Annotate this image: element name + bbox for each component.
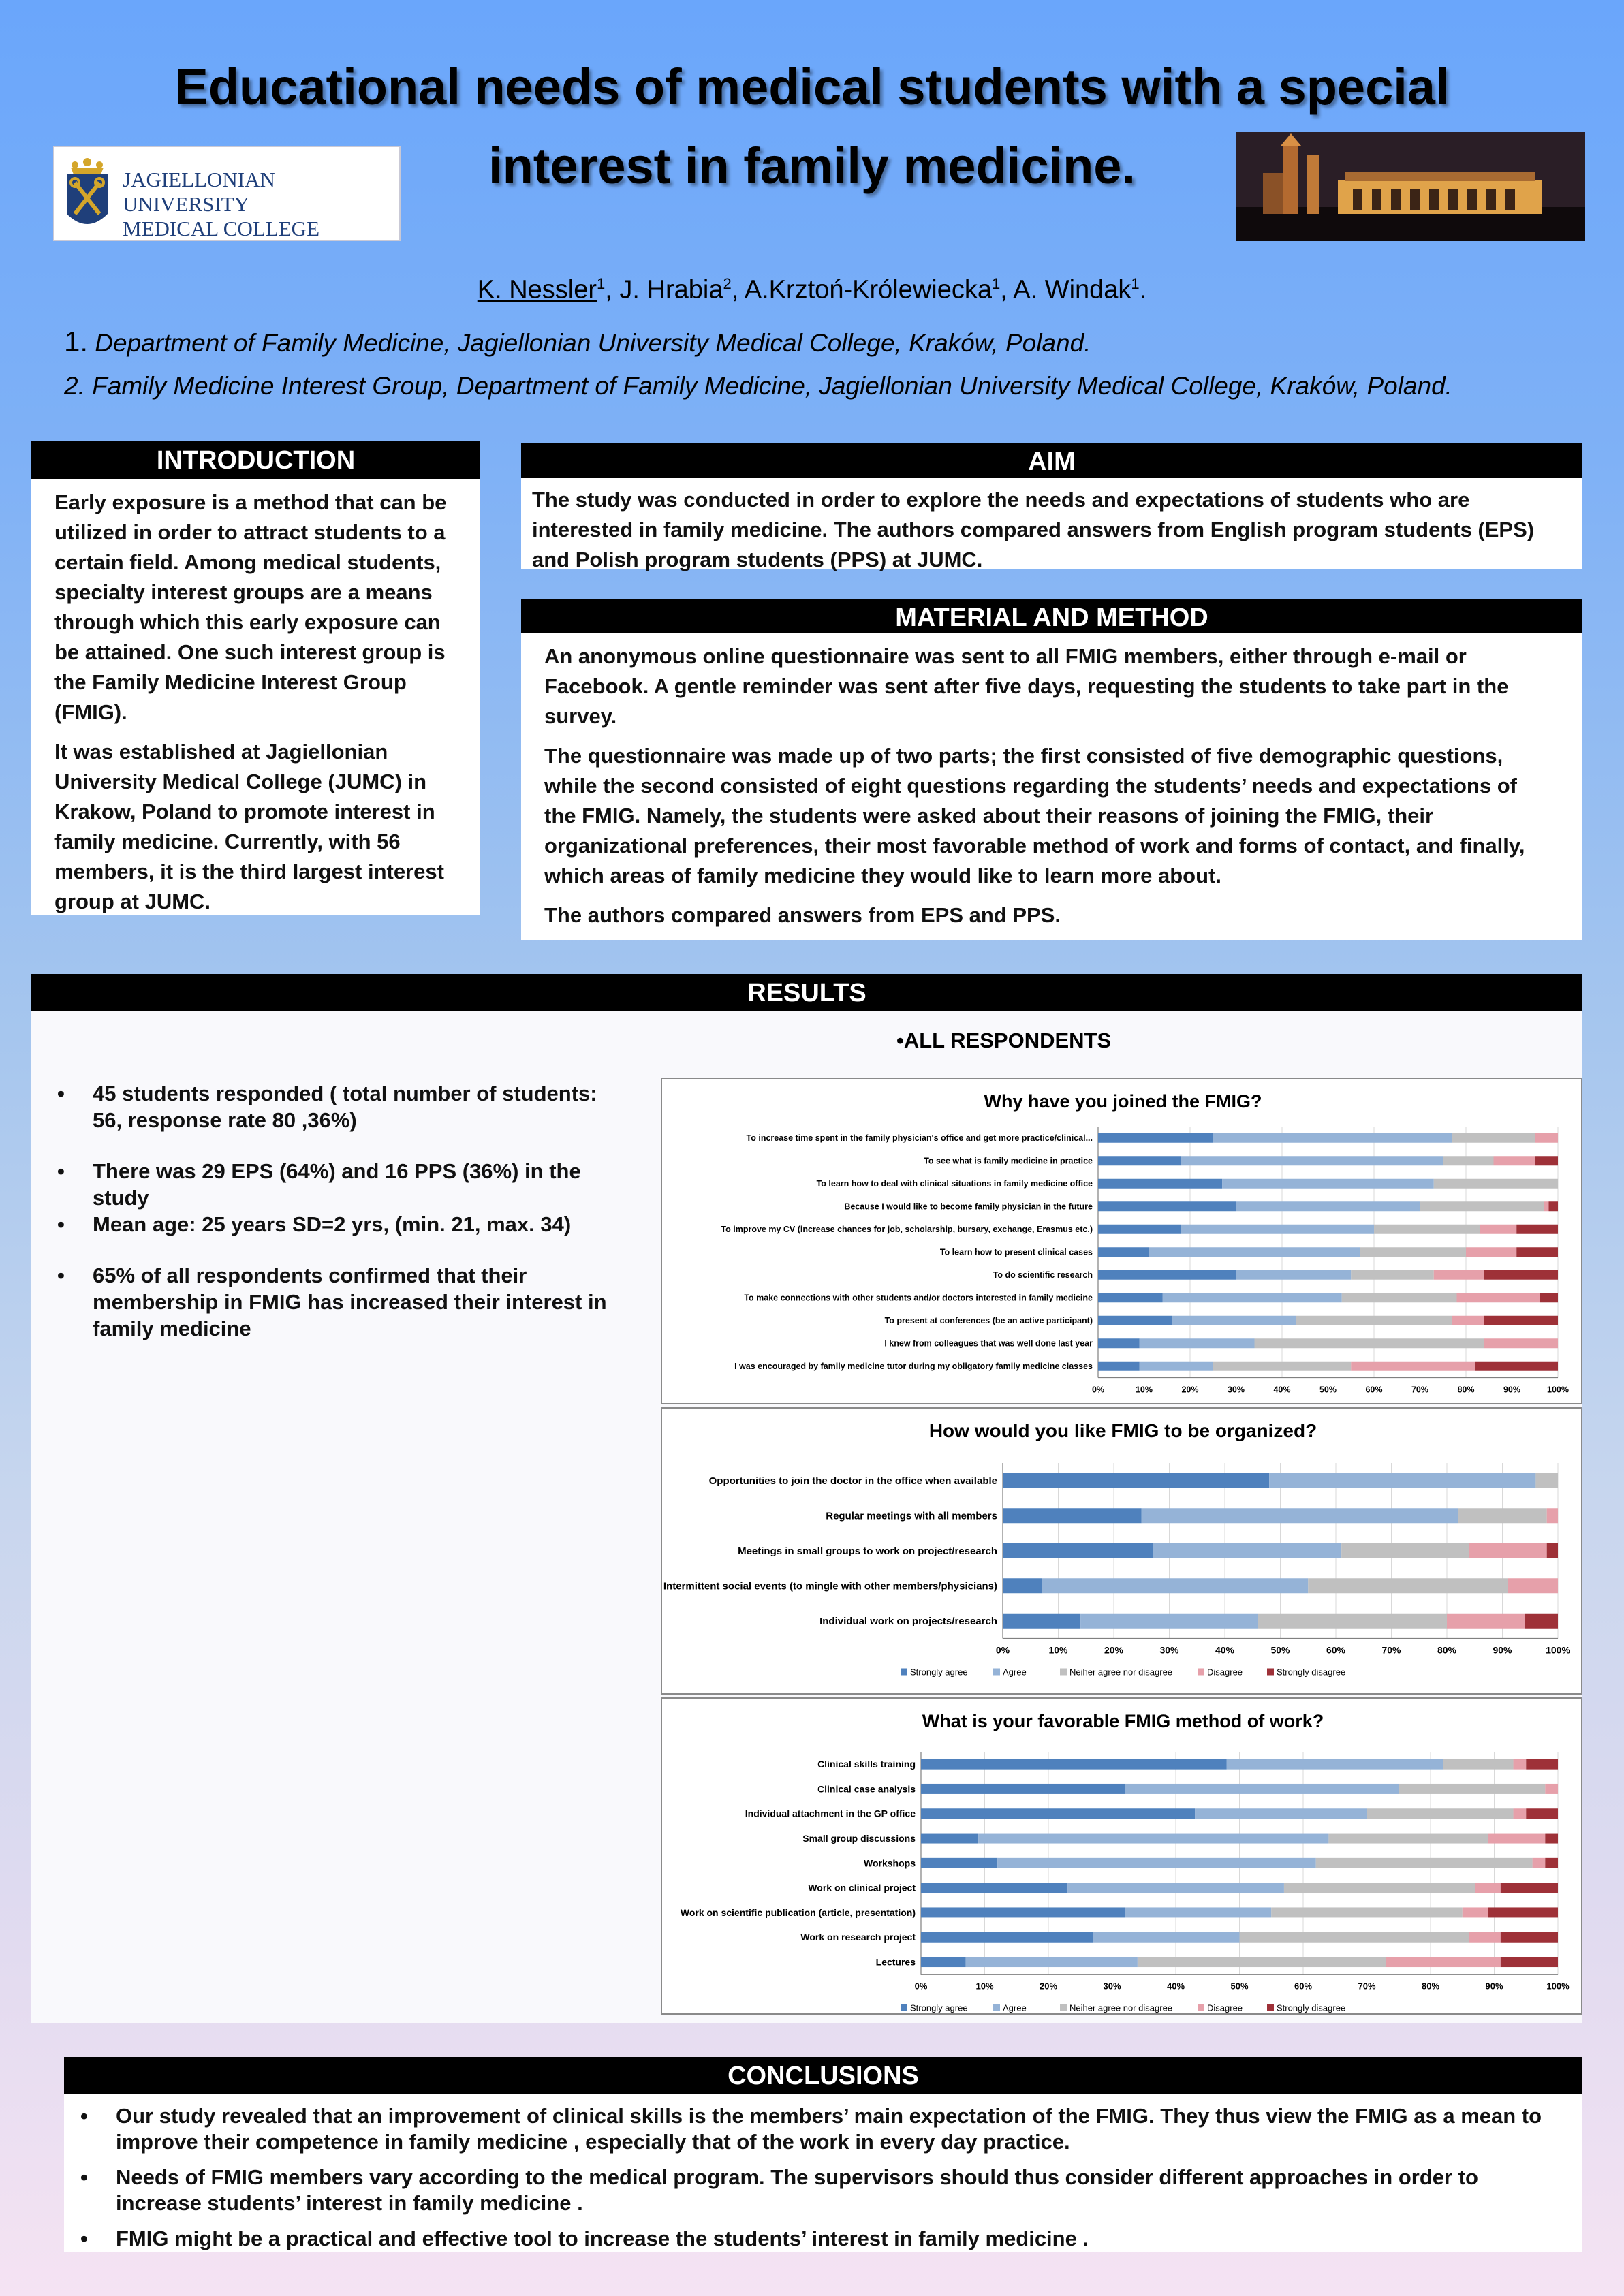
author-1: K. Nessler [477,275,597,304]
results-bullet-2: • There was 29 EPS (64%) and 16 PPS (36%) in the study [57,1158,623,1211]
category-label: To learn how to present clinical cases [939,1247,1093,1257]
category-label: To see what is family medicine in practice [924,1156,1093,1166]
category-label: Work on research project [800,1932,916,1943]
x-tick-label: 60% [1326,1644,1346,1656]
bar-segment [1501,1957,1558,1967]
conclusions-section [64,2057,1582,2252]
bar-segment [1547,1508,1558,1523]
x-tick-label: 10% [975,1981,994,1992]
bar-segment [1269,1473,1535,1488]
bar-segment [1458,1508,1546,1523]
author-2: , J. Hrabia [605,275,723,304]
bar-segment [1469,1543,1547,1558]
legend-swatch [1198,2004,1204,2011]
bar-segment [1508,1578,1558,1593]
bar-segment [978,1834,1328,1844]
bar-segment [1142,1508,1458,1523]
x-tick-label: 0% [1091,1385,1105,1395]
bar-segment [1328,1834,1488,1844]
bar-segment [1140,1338,1255,1348]
legend-label: Strongly disagree [1277,1406,1346,1417]
category-label: To do scientific research [993,1270,1093,1280]
legend-label: Agree [1003,2002,1027,2013]
aim-section [521,443,1582,569]
bar-segment [1342,1293,1457,1302]
category-label: To improve my CV (increase chances for job, scholarship, bursary, exchange, Erasmus etc.) [721,1225,1093,1235]
category-label: To increase time spent in the family physician's office and get more practice/clinical... [746,1133,1093,1144]
category-label: I knew from colleagues that was well done last year [884,1338,1093,1349]
bar-segment [1236,1270,1352,1280]
bar-segment [1222,1179,1434,1189]
introduction-p2: It was established at Jagiellonian University Medical College (JUMC) in Krakow, Poland to promote interest in family medicine. Currently, with 56 members, it is the third largest interest group at JUMC. [54,740,444,913]
bar-segment [1098,1225,1181,1234]
logo-line-2: MEDICAL COLLEGE [123,217,320,240]
method-section [521,599,1582,940]
bar-segment [1067,1883,1284,1893]
bar-segment [1457,1293,1540,1302]
x-tick-label: 10% [1048,1644,1068,1656]
author-1-affil: 1 [597,275,606,292]
bar-segment [1351,1362,1475,1371]
legend-swatch [1060,2004,1067,2011]
bar-segment [1475,1362,1559,1371]
x-tick-label: 10% [1135,1385,1153,1395]
bar-segment [1399,1784,1545,1794]
bar-segment [965,1957,1137,1967]
legend-swatch [901,2004,907,2011]
bar-segment [1540,1293,1558,1302]
bar-segment [1452,1316,1484,1325]
bar-segment [1525,1614,1558,1629]
category-label: Meetings in small groups to work on project/research [738,1545,997,1557]
bar-segment [1125,1784,1399,1794]
bar-segment [1545,1834,1558,1844]
x-tick-label: 40% [1215,1644,1235,1656]
bar-segment [921,1784,1125,1794]
bar-segment [1443,1759,1514,1770]
x-tick-label: 80% [1457,1385,1475,1395]
chart-title: What is your favorable FMIG method of work? [922,1711,1324,1731]
category-label: Individual attachment in the GP office [745,1808,916,1819]
bar-segment [1367,1808,1514,1819]
results-bullet-1: • 45 students responded ( total number of students: 56, response rate 80 ,36%) [57,1080,623,1133]
conclusion-1: • Our study revealed that an improvement of clinical skills is the members’ main expectation of the FMIG. They thus view the FMIG as a mean to improve their competence in family medicine , especially that of the work in every day practice. [80,2103,1555,2155]
affiliation-1 [64,326,1597,358]
x-tick-label: 50% [1230,1981,1249,1992]
method-p3: The authors compared answers from EPS and PPS. [544,903,1061,927]
x-tick-label: 70% [1411,1385,1429,1395]
x-tick-label: 70% [1381,1644,1401,1656]
authors [204,275,1420,305]
bar-segment [921,1957,965,1967]
bar-segment [1125,1907,1271,1917]
category-label: Opportunities to join the doctor in the office when available [708,1475,997,1487]
x-tick-label: 50% [1319,1385,1337,1395]
bar-segment [1003,1508,1142,1523]
bar-segment [1138,1957,1386,1967]
legend-swatch [993,1669,1000,1676]
bar-segment [1098,1316,1172,1325]
bar-segment [1003,1543,1153,1558]
bar-segment [921,1858,997,1868]
bar-segment [1042,1578,1308,1593]
author-4-affil: 1 [1131,275,1140,292]
bar-segment [1181,1156,1443,1165]
x-tick-label: 40% [1273,1385,1291,1395]
method-p1: An anonymous online questionnaire was sent to all FMIG members, either through e-mail or Facebook. A gentle reminder was sent after five days, requesting the students to take part in the survey. [544,644,1509,728]
category-label: To make connections with other students and/or doctors interested in family medicine [744,1293,1093,1303]
bar-segment [1535,1473,1558,1488]
x-tick-label: 20% [1104,1644,1124,1656]
x-tick-label: 90% [1493,1644,1512,1656]
bar-segment [1484,1338,1558,1348]
bar-segment [1488,1834,1545,1844]
conclusion-3: • FMIG might be a practical and effective tool to increase the students’ interest in family medicine . [80,2226,1555,2252]
bar-segment [1195,1808,1367,1819]
bar-segment [1516,1247,1558,1257]
chart-method-of-work [661,1697,1582,2015]
legend-label: Neiher agree nor disagree [1069,2002,1173,2013]
x-tick-label: 0% [995,1644,1010,1656]
bar-segment [1360,1247,1466,1257]
affiliation-2: 2. Family Medicine Interest Group, Department of Family Medicine, Jagiellonian University Medical College, Kraków, Poland. [64,372,1452,400]
bar-segment [1374,1225,1480,1234]
x-tick-label: 60% [1294,1981,1313,1992]
bar-segment [1316,1858,1533,1868]
results-header: RESULTS [31,974,1582,1011]
chart-title: Why have you joined the FMIG? [984,1091,1262,1112]
bar-segment [1484,1270,1558,1280]
x-tick-label: 20% [1039,1981,1058,1992]
bar-segment [1480,1225,1516,1234]
bar-segment [1533,1858,1546,1868]
bar-segment [1469,1932,1501,1943]
author-3: , A.Krztoń-Królewiecka [731,275,992,304]
bar-segment [921,1883,1067,1893]
legend-label: Disagree [1207,2002,1243,2013]
category-label: I was encouraged by family medicine tutor during my obligatory family medicine classes [734,1362,1093,1372]
category-label: Workshops [864,1857,916,1869]
bar-segment [1098,1338,1140,1348]
krakow-photo [1236,132,1585,241]
legend-label: Agree [1003,1667,1027,1678]
x-tick-label: 30% [1103,1981,1121,1992]
introduction-p1: Early exposure is a method that can be utilized in order to attract students to a certain field. Among medical students, specialty interest groups are a means through which this early exposure can be attained. One such interest group is the Family Medicine Interest Group (FMIG). [54,490,447,724]
category-label: Lectures [875,1956,916,1968]
bar-segment [1098,1133,1213,1143]
bar-segment [1255,1338,1485,1348]
bar-segment [1434,1179,1558,1189]
affiliation-1-number: 1. [64,326,89,358]
bar-segment [1236,1201,1420,1211]
bar-segment [1501,1932,1558,1943]
bar-segment [1098,1362,1140,1371]
bar-segment [1098,1247,1149,1257]
bar-segment [1488,1907,1558,1917]
introduction-body [31,479,480,917]
legend-swatch [901,1669,907,1676]
bar-segment [1514,1759,1527,1770]
results-subheader: •ALL RESPONDENTS [896,1028,1112,1052]
title-line-1: Educational needs of medical students with a special [174,59,1450,115]
bar-segment [1545,1858,1558,1868]
bar-segment [1535,1156,1558,1165]
bar-segment [1466,1247,1516,1257]
x-tick-label: 80% [1421,1981,1440,1992]
legend-swatch [1060,1669,1067,1676]
bar-segment [1098,1156,1181,1165]
x-tick-label: 40% [1166,1981,1185,1992]
bar-segment [997,1858,1316,1868]
method-header: MATERIAL AND METHOD [521,599,1582,633]
category-label: Small group discussions [802,1832,916,1844]
results-bullet-4: • 65% of all respondents confirmed that their membership in FMIG has increased their interest in family medicine [57,1262,623,1342]
legend-label: Strongly agree [910,2002,968,2013]
bar-segment [1549,1201,1559,1211]
bar-segment [1535,1133,1558,1143]
x-tick-label: 100% [1547,1385,1569,1395]
legend-label: Neiher agree nor disagree [1069,1406,1173,1417]
category-label: Work on scientific publication (article, presentation) [680,1906,916,1918]
bar-segment [1080,1614,1258,1629]
conclusion-2: • Needs of FMIG members vary according to the medical program. The supervisors should thus consider different approaches in order to increase students’ interest in family medicine . [80,2165,1555,2216]
bar-segment [921,1932,1093,1943]
university-logo [53,146,401,241]
bar-segment [1003,1473,1269,1488]
bar-segment [1447,1614,1525,1629]
category-label: Clinical skills training [817,1759,916,1770]
x-tick-label: 20% [1181,1385,1199,1395]
results-bullets [57,1080,623,1342]
bar-segment [1452,1133,1535,1143]
bar-segment [1484,1316,1558,1325]
legend-label: Strongly agree [910,1406,968,1417]
method-p2: The questionnaire was made up of two parts; the first consisted of five demographic questions, while the second consisted of eight questions regarding the students’ needs and expectations of the FMIG. Namely, the students were asked about their reasons of joining the FMIG, their organizational preferences, their most favorable method of work and forms of contact, and finally, which areas of family medicine they would like to learn more about. [544,744,1525,887]
legend-label: Strongly agree [910,1667,968,1678]
bar-segment [1494,1156,1535,1165]
category-label: Clinical case analysis [817,1783,916,1795]
bar-segment [921,1808,1195,1819]
author-3-affil: 1 [991,275,1001,292]
x-tick-label: 100% [1546,1644,1570,1656]
bar-segment [1516,1225,1558,1234]
results-bullet-3: • Mean age: 25 years SD=2 yrs, (min. 21, max. 34) [57,1211,623,1238]
bar-segment [1341,1543,1469,1558]
legend-label: Disagree [1207,1406,1243,1417]
bar-segment [1308,1578,1508,1593]
introduction-header: INTRODUCTION [31,441,480,479]
charts-area [661,1078,1582,2016]
bar-segment [921,1759,1227,1770]
bar-segment [1443,1156,1493,1165]
x-tick-label: 30% [1227,1385,1245,1395]
bar-segment [1003,1614,1080,1629]
bar-segment [1258,1614,1447,1629]
bar-segment [1271,1907,1463,1917]
bar-segment [1140,1362,1213,1371]
bar-segment [1545,1784,1558,1794]
affiliation-1-text: Department of Family Medicine, Jagiellonian University Medical College, Kraków, Poland. [88,329,1091,357]
bar-segment [1544,1201,1549,1211]
logo-line-1: JAGIELLONIAN UNIVERSITY [123,168,275,216]
legend-swatch [1198,1669,1204,1676]
logo-text [123,168,399,241]
chart-title: How would you like FMIG to be organized? [928,1420,1317,1441]
category-label: Because I would like to become family physician in the future [844,1201,1093,1212]
bar-segment [1093,1932,1239,1943]
legend-label: Strongly disagree [1277,1667,1346,1678]
bar-segment [1420,1201,1544,1211]
bar-segment [1240,1932,1469,1943]
bar-segment [1163,1293,1342,1302]
conclusions-bullets [64,2094,1582,2252]
bar-segment [921,1907,1125,1917]
aim-header: AIM [521,443,1582,478]
category-label: Intermittent social events (to mingle with other members/physicians) [663,1580,997,1592]
aim-text: The study was conducted in order to explore the needs and expectations of students who are interested in family medicine. The authors compared answers from English program students (EPS) and Polish program students (PPS) at JUMC. [532,488,1535,571]
bar-segment [1098,1179,1222,1189]
x-tick-label: 90% [1503,1385,1521,1395]
bar-segment [1547,1543,1558,1558]
bar-segment [1098,1270,1236,1280]
bar-segment [1213,1362,1352,1371]
chart-why-joined [661,1078,1582,1417]
bar-segment [1526,1759,1558,1770]
authors-end: . [1139,275,1147,304]
method-body [521,633,1582,930]
city-night-image [1236,132,1585,241]
x-tick-label: 60% [1365,1385,1383,1395]
x-tick-label: 100% [1546,1981,1570,1992]
legend-label: Agree [1003,1406,1027,1417]
author-4: , A. Windak [1000,275,1131,304]
bar-segment [1463,1907,1488,1917]
bar-segment [1098,1201,1236,1211]
bar-segment [1172,1316,1296,1325]
x-tick-label: 50% [1270,1644,1290,1656]
bar-segment [1098,1293,1163,1302]
bar-segment [1284,1883,1475,1893]
category-label: Individual work on projects/research [819,1616,997,1627]
legend-label: Strongly disagree [1277,2002,1346,2013]
bar-segment [1351,1270,1434,1280]
bar-segment [1181,1225,1375,1234]
bar-segment [1434,1270,1484,1280]
x-tick-label: 0% [914,1981,928,1992]
bar-segment [1227,1759,1443,1770]
category-label: Work on clinical project [808,1882,916,1893]
x-tick-label: 80% [1437,1644,1457,1656]
x-tick-label: 70% [1358,1981,1376,1992]
bar-segment [1501,1883,1558,1893]
bar-segment [1153,1543,1341,1558]
category-label: To learn how to deal with clinical situations in family medicine office [816,1179,1093,1189]
bar-segment [921,1834,978,1844]
legend-label: Neiher agree nor disagree [1069,1667,1173,1678]
introduction-section [31,441,480,915]
category-label: To present at conferences (be an active participant) [884,1316,1093,1326]
title-line-2: interest in family medicine. [488,138,1136,194]
x-tick-label: 90% [1485,1981,1503,1992]
bar-segment [1475,1883,1500,1893]
chart-organization [661,1407,1582,1695]
bar-segment [1213,1133,1452,1143]
bar-segment [1514,1808,1527,1819]
bar-segment [1296,1316,1452,1325]
bar-segment [1003,1578,1042,1593]
bar-segment [1526,1808,1558,1819]
legend-swatch [993,2004,1000,2011]
bar-segment [1386,1957,1501,1967]
conclusions-header: CONCLUSIONS [64,2057,1582,2094]
legend-swatch [1267,2004,1274,2011]
legend-label: Disagree [1207,1667,1243,1678]
legend-swatch [1267,1669,1274,1676]
author-2-affil: 2 [723,275,732,292]
x-tick-label: 30% [1159,1644,1179,1656]
category-label: Regular meetings with all members [826,1510,997,1522]
bar-segment [1149,1247,1360,1257]
